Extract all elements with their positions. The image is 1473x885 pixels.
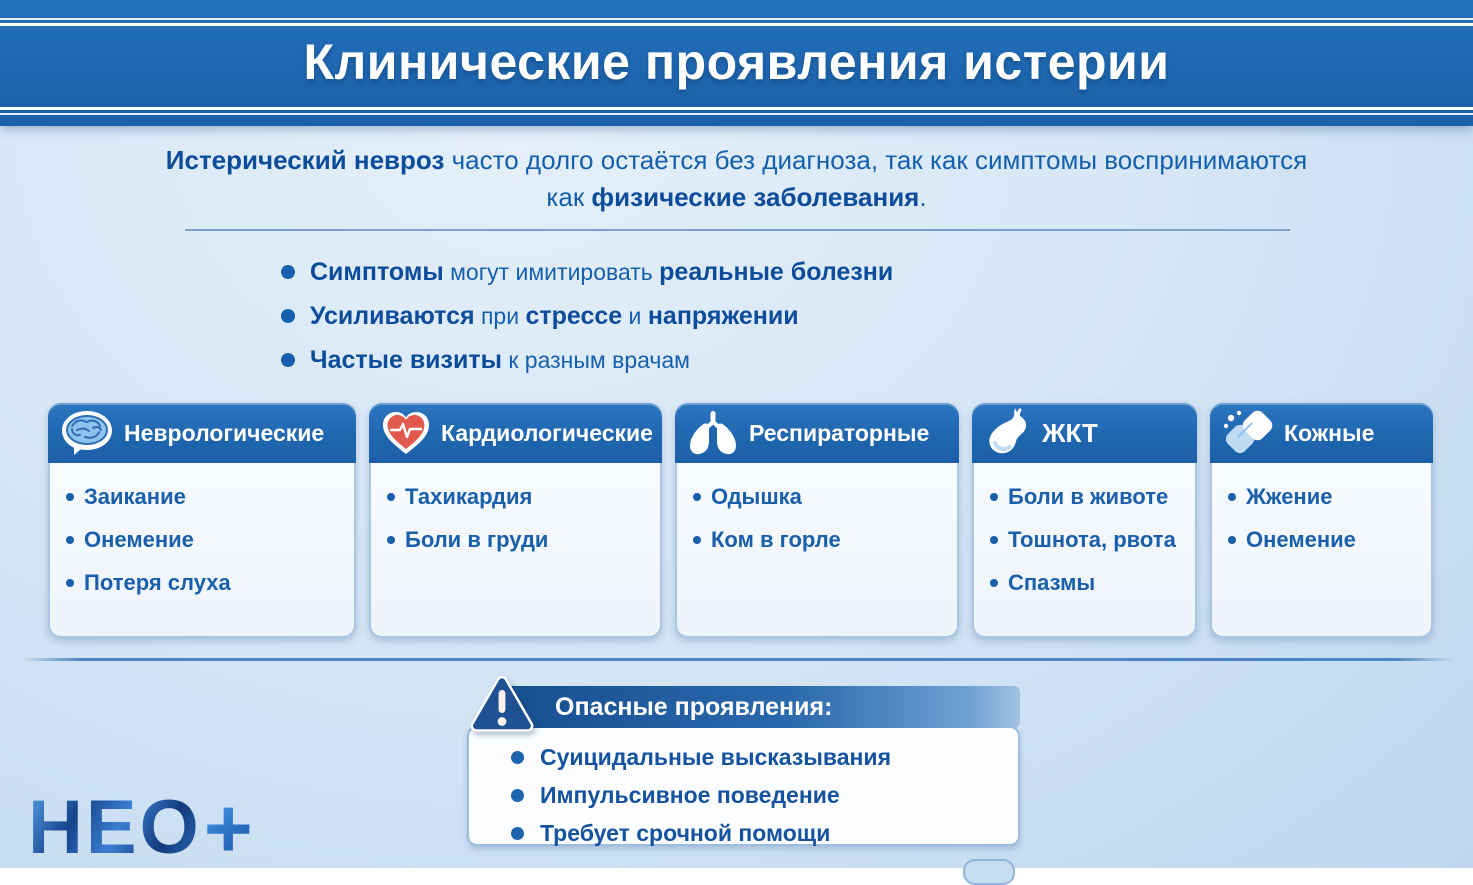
card-title: ЖКТ (1042, 417, 1098, 448)
stomach-icon (984, 407, 1032, 459)
card-item (1228, 526, 1421, 553)
brain-icon (60, 410, 114, 456)
card-items (48, 463, 356, 638)
card-item (66, 526, 344, 553)
bullet-dot (66, 493, 74, 501)
skin-patch-icon (1222, 409, 1274, 457)
card-item (693, 526, 947, 553)
bullet-dot (66, 536, 74, 544)
warning-item-text: Импульсивное поведение (540, 781, 840, 808)
brand-logo-text: НЕО (28, 785, 202, 870)
key-point-text (310, 346, 690, 375)
brand-logo-plus-icon: + (203, 781, 253, 875)
symptom-card (48, 403, 356, 638)
card-item-text: Тошнота, рвота (1008, 527, 1176, 552)
key-point (281, 250, 893, 294)
bullet-dot (281, 309, 295, 323)
text-segment: реальные болезни (659, 257, 894, 286)
heart-ecg-icon (381, 410, 431, 456)
text-segment: могут имитировать (443, 258, 660, 285)
text-segment: стрессе (525, 301, 623, 330)
bullet-dot (511, 751, 524, 764)
bullet-dot (387, 536, 395, 544)
card-item-text: Заикание (84, 484, 186, 509)
text-segment: . (919, 182, 927, 212)
card-items (675, 463, 959, 638)
bullet-dot (693, 493, 701, 501)
card-title: Респираторные (749, 419, 930, 446)
title-bar (0, 0, 1473, 126)
intro-section (0, 142, 1473, 216)
bullet-dot (511, 789, 524, 802)
card-title: Кардиологические (441, 419, 653, 446)
warning-exclamation-icon (467, 672, 537, 745)
card-item (990, 483, 1185, 510)
card-item (387, 526, 650, 553)
cards-divider (22, 658, 1454, 661)
bullet-dot (1228, 536, 1236, 544)
card-item-text: Спазмы (1008, 570, 1096, 595)
card-item-text: Ком в горле (711, 527, 841, 552)
card-header (1210, 403, 1433, 463)
symptom-cards-row (48, 403, 1435, 638)
bullet-dot (511, 827, 524, 840)
symptom-card (675, 403, 959, 638)
key-point-text (310, 258, 893, 287)
bullet-dot (281, 353, 295, 367)
header-rule-top-2 (0, 23, 1473, 26)
card-header (369, 403, 662, 463)
symptom-card (369, 403, 662, 638)
header-rule-bottom-2 (0, 113, 1473, 115)
key-point-text (310, 302, 799, 331)
intro-text (147, 142, 1327, 216)
card-item (990, 569, 1185, 596)
symptom-card (1210, 403, 1433, 638)
symptom-card (972, 403, 1197, 638)
bullet-dot (693, 536, 701, 544)
page-title: Клинические проявления истерии (303, 34, 1170, 90)
card-item-text: Онемение (1246, 527, 1356, 552)
header-rule-top-1 (0, 18, 1473, 20)
warning-item-text: Требует срочной помощи (540, 819, 831, 846)
bullet-dot (66, 579, 74, 587)
card-items (369, 463, 662, 638)
key-point (281, 294, 893, 338)
card-item (990, 526, 1185, 553)
card-item-text: Онемение (84, 527, 194, 552)
card-item-text: Боли в груди (405, 527, 549, 552)
card-title: Кожные (1284, 419, 1375, 446)
card-items (1210, 463, 1433, 638)
card-header (48, 403, 356, 463)
card-header (972, 403, 1197, 463)
card-title: Неврологические (124, 419, 325, 446)
bullet-dot (990, 493, 998, 501)
text-segment: физические заболевания (591, 182, 920, 212)
bullet-dot (990, 536, 998, 544)
lungs-icon (687, 410, 739, 456)
text-segment: при (474, 302, 526, 329)
card-item-text: Жжение (1246, 484, 1333, 509)
warning-item (511, 738, 891, 776)
key-point (281, 338, 893, 382)
card-item-text: Одышка (711, 484, 802, 509)
key-points-list (281, 250, 893, 382)
card-items (972, 463, 1197, 638)
bullet-dot (387, 493, 395, 501)
bullet-dot (281, 265, 295, 279)
brand-logo (28, 781, 253, 875)
warning-items-list (511, 738, 891, 852)
text-segment: Частые визиты (310, 345, 502, 374)
header-rule-bottom-1 (0, 107, 1473, 110)
warning-item-text: Суицидальные высказывания (540, 743, 891, 770)
card-item (66, 483, 344, 510)
text-segment: часто долго остаётся без диагноза, так как симптомы воспринимаются как (444, 145, 1308, 212)
text-segment: Истерический невроз (165, 145, 445, 175)
card-item (1228, 483, 1421, 510)
card-item-text: Боли в животе (1008, 484, 1169, 509)
text-segment: и (622, 302, 648, 329)
bottom-decorative-pill (963, 859, 1015, 885)
warning-item (511, 776, 891, 814)
bullet-dot (1228, 493, 1236, 501)
card-item (693, 483, 947, 510)
intro-divider (185, 229, 1290, 231)
text-segment: к разным врачам (501, 346, 690, 373)
card-header (675, 403, 959, 463)
text-segment: Усиливаются (310, 301, 475, 330)
warning-box (467, 672, 1020, 846)
bullet-dot (990, 579, 998, 587)
warning-item (511, 814, 891, 852)
card-item-text: Тахикардия (405, 484, 533, 509)
text-segment: Симптомы (310, 257, 444, 286)
card-item (387, 483, 650, 510)
text-segment: напряжении (647, 301, 799, 330)
card-item (66, 569, 344, 596)
warning-title: Опасные проявления: (555, 692, 833, 721)
card-item-text: Потеря слуха (84, 570, 231, 595)
warning-header-bar (505, 686, 1020, 728)
